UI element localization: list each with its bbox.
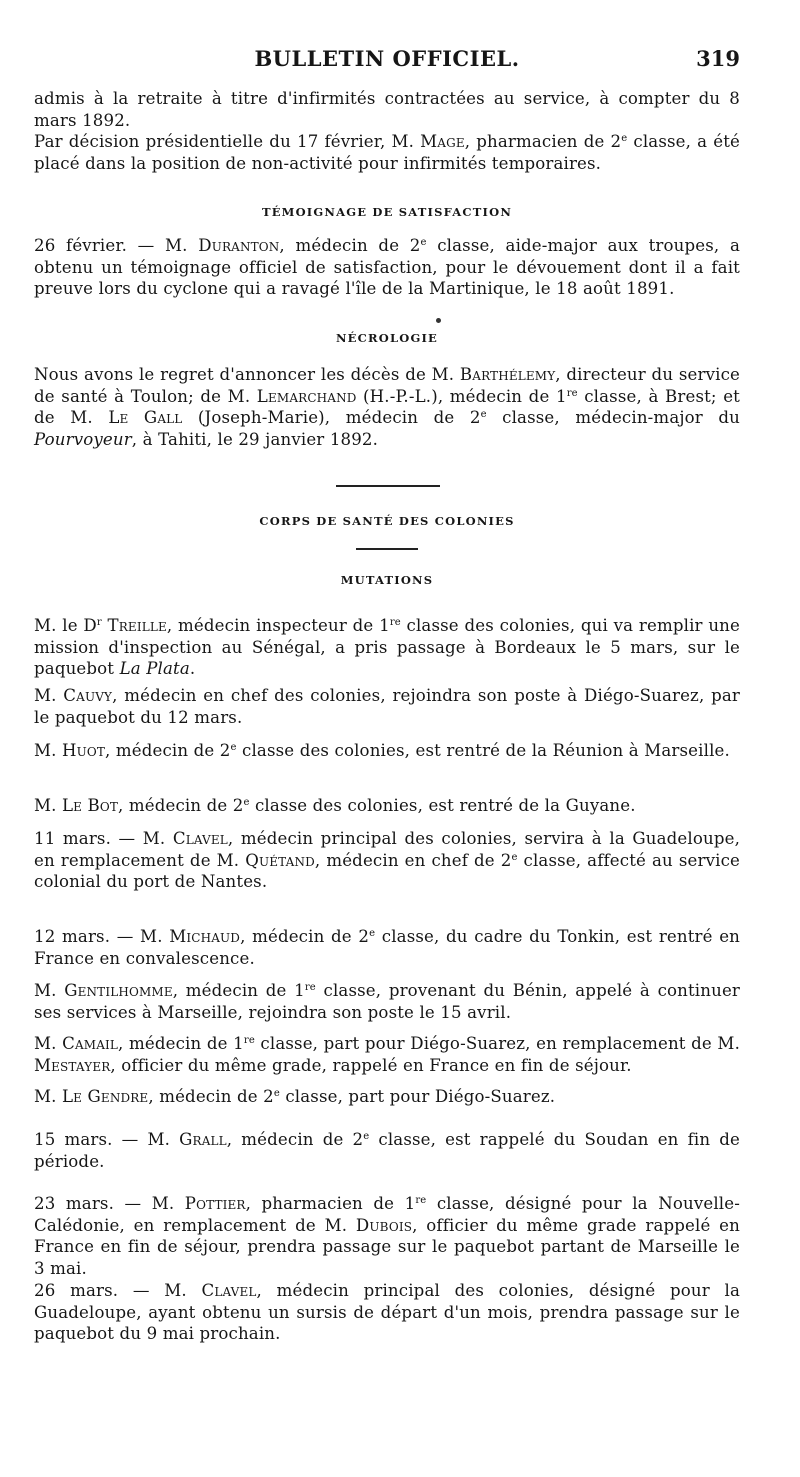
section-divider-top: [336, 485, 440, 487]
section-heading-necrologie: NÉCROLOGIE: [335, 331, 439, 345]
paragraph-treille: M. le $D^r$ Treille, médecin inspecteur de 1re classe des colonies, qui va remplir une mission d'inspection au Sénégal, a pris passage à Bordeaux le 5 mars, sur le paquebot La Plata.: [34, 616, 740, 678]
paragraph-cauvy: M. Cauvy, médecin en chef des colonies, rejoindra son poste à Diégo-Suarez, par le paquebot du 12 mars.: [34, 686, 740, 727]
paragraph-gentilhomme: M. Gentilhomme, médecin de 1re classe, provenant du Bénin, appelé à continuer ses services à Marseille, rejoindra son poste le 15 avril.: [34, 981, 740, 1022]
page-title: BULLETIN OFFICIEL.: [254, 46, 520, 71]
paragraph-le-gendre: M. Le Gendre, médecin de 2e classe, part pour Diégo-Suarez.: [34, 1087, 556, 1106]
paragraph-le-bot: M. Le Bot, médecin de 2e classe des colonies, est rentré de la Guyane.: [34, 796, 636, 815]
paragraph-clavel-11-mars: 11 mars. — M. Clavel, médecin principal des colonies, servira à la Guadeloupe, en remplacement de M. Quétand, médecin en chef de 2e classe, affecté au service colonial du port de Nantes.: [34, 829, 741, 891]
section-heading-temoignage: TÉMOIGNAGE DE SATISFACTION: [261, 205, 513, 219]
paragraph-michaud: 12 mars. — M. Michaud, médecin de 2e classe, du cadre du Tonkin, est rentré en France en convalescence.: [34, 927, 741, 968]
section-heading-mutations: MUTATIONS: [340, 573, 434, 587]
paragraph-necrologie: Nous avons le regret d'annoncer les décès de M. Barthélemy, directeur du service de santé à Toulon; de M. Lemarchand (H.-P.-L.), médecin de 1re classe, à Brest; et de M. Le Gall (Joseph-Marie), médecin de 2e classe, médecin-major du Pourvoyeur, à Tahiti, le 29 janvier 1892.: [34, 365, 740, 449]
paragraph-mage: Par décision présidentielle du 17 février, M. Mage, pharmacien de 2e classe, a été placé dans la position de non-activité pour infirmités temporaires.: [34, 132, 740, 173]
paragraph-huot: M. Huot, médecin de 2e classe des colonies, est rentré de la Réunion à Marseille.: [34, 741, 730, 760]
section-divider-bottom: [356, 548, 418, 550]
paragraph-grall: 15 mars. — M. Grall, médecin de 2e classe, est rappelé du Soudan en fin de période.: [34, 1130, 741, 1171]
page-number: 319: [696, 46, 740, 71]
page-header: [34, 46, 740, 76]
paragraph-clavel-26-mars: 26 mars. — M. Clavel, médecin principal des colonies, désigné pour la Guadeloupe, ayant obtenu un sursis de départ d'un mois, prendra passage sur le paquebot du 9 mai prochain.: [34, 1281, 740, 1343]
ink-speck: [436, 318, 441, 323]
paragraph-camail: M. Camail, médecin de 1re classe, part pour Diégo-Suarez, en remplacement de M. Mestayer, officier du même grade, rappelé en France en fin de séjour.: [34, 1034, 740, 1075]
paragraph-retirement: admis à la retraite à titre d'infirmités contractées au service, à compter du 8 mars 1892.: [34, 89, 740, 130]
section-heading-corps-sante: CORPS DE SANTÉ DES COLONIES: [259, 514, 515, 528]
paragraph-pottier: 23 mars. — M. Pottier, pharmacien de 1re classe, désigné pour la Nouvelle-Calédonie, en remplacement de M. Dubois, officier du même grade rappelé en France en fin de séjour, prendra passage sur le paquebot partant de Marseille le 3 mai.: [34, 1194, 740, 1278]
paragraph-duranton: 26 février. — M. Duranton, médecin de 2e classe, aide-major aux troupes, a obtenu un témoignage officiel de satisfaction, pour le dévouement dont il a fait preuve lors du cyclone qui a ravagé l'île de la Martinique, le 18 août 1891.: [34, 236, 741, 298]
